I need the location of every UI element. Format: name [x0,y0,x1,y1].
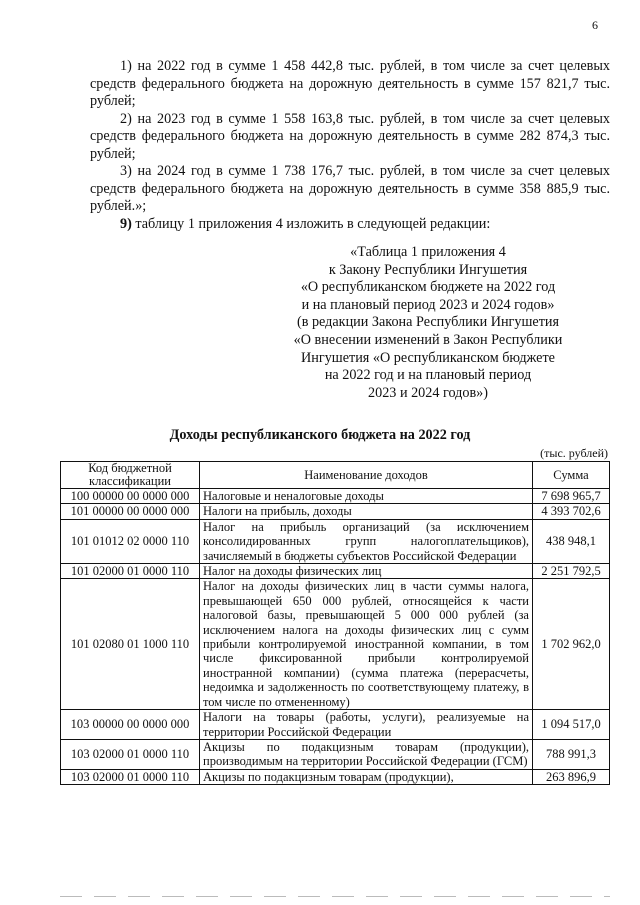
cell-name: Акцизы по подакцизным товарам (продукции), производимым на территории Российской Федерации (ГСМ) [200,739,533,769]
cell-name: Акцизы по подакцизным товарам (продукции), [200,769,533,784]
caption-line: и на плановый период 2023 и 2024 годов» [301,296,555,313]
caption-line: «Таблица 1 приложения 4 [350,244,506,260]
caption-line: (в редакции Закона Республики Ингушетия [296,314,560,331]
revenue-table [60,461,610,785]
caption-line: к Закону Республики Ингушетия [328,261,528,278]
table-row [61,489,610,504]
table-row [61,739,610,769]
table-row [61,769,610,784]
cell-name: Налоговые и неналоговые доходы [200,489,533,504]
cell-sum: 788 991,3 [533,739,610,769]
cell-code: 101 02000 01 0000 110 [61,564,200,579]
cell-name: Налог на прибыль организаций (за исключением консолидированных групп налогоплательщиков), зачисляемый в бюджеты субъектов Российской Федерации [200,519,533,563]
table-row [61,519,610,563]
table-row [61,504,610,519]
table-title: Доходы республиканского бюджета на 2022 год [169,427,471,443]
caption-line: 2023 и 2024 годов») [368,384,488,401]
units-label: (тыс. рублей) [540,446,608,460]
cell-sum: 263 896,9 [533,769,610,784]
caption-line: на 2022 год и на плановый период [324,367,532,384]
cell-sum: 2 251 792,5 [533,564,610,579]
cell-code: 101 00000 00 0000 000 [61,504,200,519]
caption-line: Ингушетия «О республиканском бюджете [301,349,555,366]
paragraph-2024 [90,163,610,216]
cell-code: 103 02000 01 0000 110 [61,739,200,769]
paragraph-text: 2) на 2023 год в сумме 1 558 163,8 тыс. рублей, в том числе за счет целевых средств федерального бюджета на дорожную деятельность в сумме 282 874,3 тыс. рублей; [90,110,610,162]
paragraph-2023 [90,111,610,164]
header-code-text: Код бюджетной классификации [88,461,172,488]
header-name: Наименование доходов [200,462,533,489]
table-row [61,564,610,579]
paragraph-text: 1) на 2022 год в сумме 1 458 442,8 тыс. рублей, в том числе за счет целевых средств федерального бюджета на дорожную деятельность в сумме 157 821,7 тыс. рублей; [90,58,610,109]
cell-name: Налоги на товары (работы, услуги), реализуемые на территории Российской Федерации [200,710,533,740]
cell-code: 103 00000 00 0000 000 [61,710,200,740]
cell-code: 103 02000 01 0000 110 [61,769,200,784]
paragraph-text: таблицу 1 приложения 4 изложить в следующей редакции: [131,215,491,232]
paragraph-item-9 [90,216,610,234]
body-text [90,58,610,233]
table-row [61,710,610,740]
table-row [61,579,610,710]
cell-name: Налог на доходы физических лиц [200,564,533,579]
cell-sum: 7 698 965,7 [533,489,610,504]
cell-sum: 4 393 702,6 [533,504,610,519]
cell-sum: 1 094 517,0 [533,710,610,740]
header-code [61,462,200,489]
scan-edge-artifact [60,896,610,897]
cell-code: 101 02080 01 1000 110 [61,579,200,710]
caption-line: «О республиканском бюджете на 2022 год [300,279,556,296]
table-header-row [61,462,610,489]
paragraph-text: 3) на 2024 год в сумме 1 738 176,7 тыс. рублей, в том числе за счет целевых средств федерального бюджета на дорожную деятельность в сумме 358 885,9 тыс. рублей.»; [90,163,610,214]
paragraph-2022 [90,58,610,111]
cell-code: 100 00000 00 0000 000 [61,489,200,504]
cell-name: Налог на доходы физических лиц в части суммы налога, превышающей 650 000 рублей, относящейся к части налоговой базы, превышающей 5 000 000 рублей (за исключением налога на доходы физических лиц с сумм прибыли контролируемой иностранной компании, в том числе фиксированной прибыли контролируемой иностранной компании) (сумма платежа (перерасчеты, недоимка и задолженность по соответствующему платежу, в том числе по отмененному) [200,579,533,710]
page-number: 6 [592,18,598,32]
cell-sum: 1 702 962,0 [533,579,610,710]
cell-name: Налоги на прибыль, доходы [200,504,533,519]
caption-line: «О внесении изменений в Закон Республики [293,331,563,348]
cell-code: 101 01012 02 0000 110 [61,519,200,563]
header-sum: Сумма [533,462,610,489]
table-caption [248,244,608,402]
item-number: 9) [120,215,132,232]
cell-sum: 438 948,1 [533,519,610,563]
